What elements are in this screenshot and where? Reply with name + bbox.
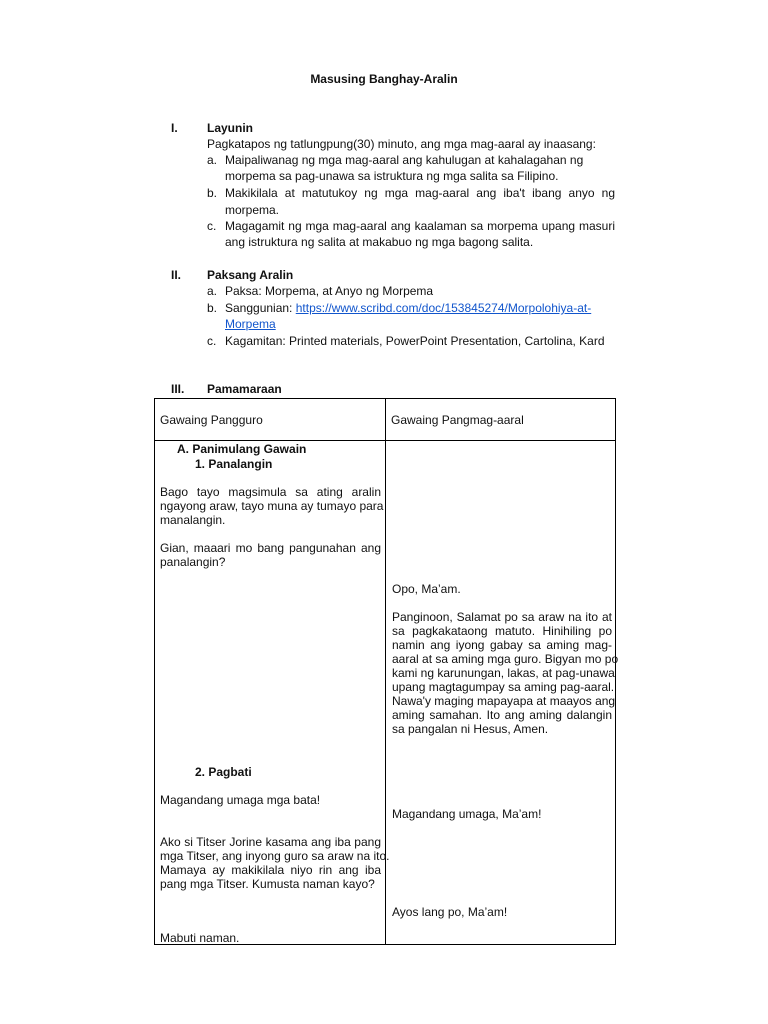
teacher-closing: Mabuti naman. — [160, 931, 240, 945]
teacher-intro-line-2: mga Titser, ang inyong guro sa araw na ito. — [160, 849, 390, 863]
part-a-heading: A. Panimulang Gawain — [177, 442, 307, 456]
section-1-intro: Pagkatapos ng tatlungpung(30) minuto, ang mga mag-aaral ay inaasang: — [207, 137, 596, 151]
teacher-column-header — [155, 399, 386, 441]
teacher-line-5: panalangin? — [160, 555, 226, 569]
prayer-line-2: sa pagkakataong matuto. Hinihiling po — [392, 624, 612, 638]
topic-c-marker: c. — [207, 334, 217, 348]
prayer-line-7: Nawa'y maging mapayapa at maayos ang — [392, 694, 616, 708]
teacher-activities-cell — [155, 441, 390, 945]
student-reply-1: Opo, Ma’am. — [392, 582, 461, 596]
teacher-greeting: Magandang umaga mga bata! — [160, 793, 321, 807]
topic-materials: Kagamitan: Printed materials, PowerPoint Presentation, Cartolina, Kard — [225, 334, 605, 348]
reference-link-continued[interactable]: Morpema — [225, 317, 276, 331]
section-3-numeral: III. — [171, 382, 185, 396]
objective-a-marker: a. — [207, 153, 218, 167]
topic-a-marker: a. — [207, 284, 218, 298]
section-3-heading: Pamamaraan — [207, 382, 282, 396]
teacher-intro-line-3: Mamaya ay makikilala niyo rin ang iba — [160, 863, 381, 877]
objective-a-line-1: Maipaliwanag ng mga mag-aaral ang kahulugan at kahalagahan ng — [225, 153, 584, 167]
objective-b-line-2: morpema. — [225, 203, 280, 217]
teacher-intro-line-1: Ako si Titser Jorine kasama ang iba pang — [160, 835, 381, 849]
student-header-text: Gawaing Pangmag-aaral — [391, 413, 524, 427]
section-2-heading: Paksang Aralin — [207, 268, 294, 282]
reference-link[interactable]: https://www.scribd.com/doc/153845274/Morpolohiya-at- — [295, 301, 592, 315]
objective-b-line-1: Makikilala at matutukoy ng mga mag-aaral ang iba't ibang anyo ng — [225, 186, 615, 200]
objective-c-line-1: Magagamit ng mga mag-aaral ang kaalaman sa morpema upang masuri — [225, 219, 615, 233]
prayer-line-5: kami ng karunungan, lakas, at pag-unawa — [392, 666, 615, 680]
topic-subject: Paksa: Morpema, at Anyo ng Morpema — [225, 284, 434, 298]
prayer-line-3: namin ang iyong gabay sa aming mag- — [392, 638, 612, 652]
objective-a-line-2: morpema sa pag-unawa sa istruktura ng mga salita sa Filipino. — [225, 169, 559, 183]
prayer-line-9: sa pangalan ni Hesus, Amen. — [392, 722, 549, 736]
teacher-line-1: Bago tayo magsimula sa ating aralin — [160, 485, 381, 499]
prayer-line-1: Panginoon, Salamat po sa araw na ito at — [392, 610, 612, 624]
procedure-table — [154, 398, 619, 945]
step-2-heading: 2. Pagbati — [195, 765, 252, 779]
prayer-line-6: upang magtagumpay sa aming pag-aaral. — [392, 680, 615, 694]
teacher-line-3: manalangin. — [160, 513, 226, 527]
objective-c-line-2: ang istruktura ng salita at makabuo ng mga bagong salita. — [225, 235, 534, 249]
topic-b-marker: b. — [207, 301, 218, 315]
topic-reference — [225, 301, 591, 315]
section-1-heading: Layunin — [207, 121, 254, 135]
student-column-header — [386, 399, 616, 441]
teacher-line-4: Gian, maaari mo bang pangunahan ang — [160, 541, 381, 555]
step-1-heading: 1. Panalangin — [195, 457, 273, 471]
section-1-numeral: I. — [171, 121, 178, 135]
section-2-numeral: II. — [171, 268, 182, 282]
teacher-line-2: ngayong araw, tayo muna ay tumayo para — [160, 499, 384, 513]
teacher-intro-line-4: pang mga Titser. Kumusta naman kayo? — [160, 877, 375, 891]
objective-b-marker: b. — [207, 186, 218, 200]
student-wellbeing-reply: Ayos lang po, Ma’am! — [392, 905, 508, 919]
prayer-line-8: aming samahan. Ito ang aming dalangin — [392, 708, 612, 722]
student-activities-cell — [386, 441, 619, 945]
teacher-header-text: Gawaing Pangguro — [160, 413, 263, 427]
prayer-line-4: aaral at sa aming mga guro. Bigyan mo po — [392, 652, 619, 666]
reference-label: Sanggunian: — [225, 301, 296, 315]
objective-c-marker: c. — [207, 219, 217, 233]
document-title: Masusing Banghay-Aralin — [310, 72, 458, 86]
student-greeting-reply: Magandang umaga, Ma’am! — [392, 807, 542, 821]
